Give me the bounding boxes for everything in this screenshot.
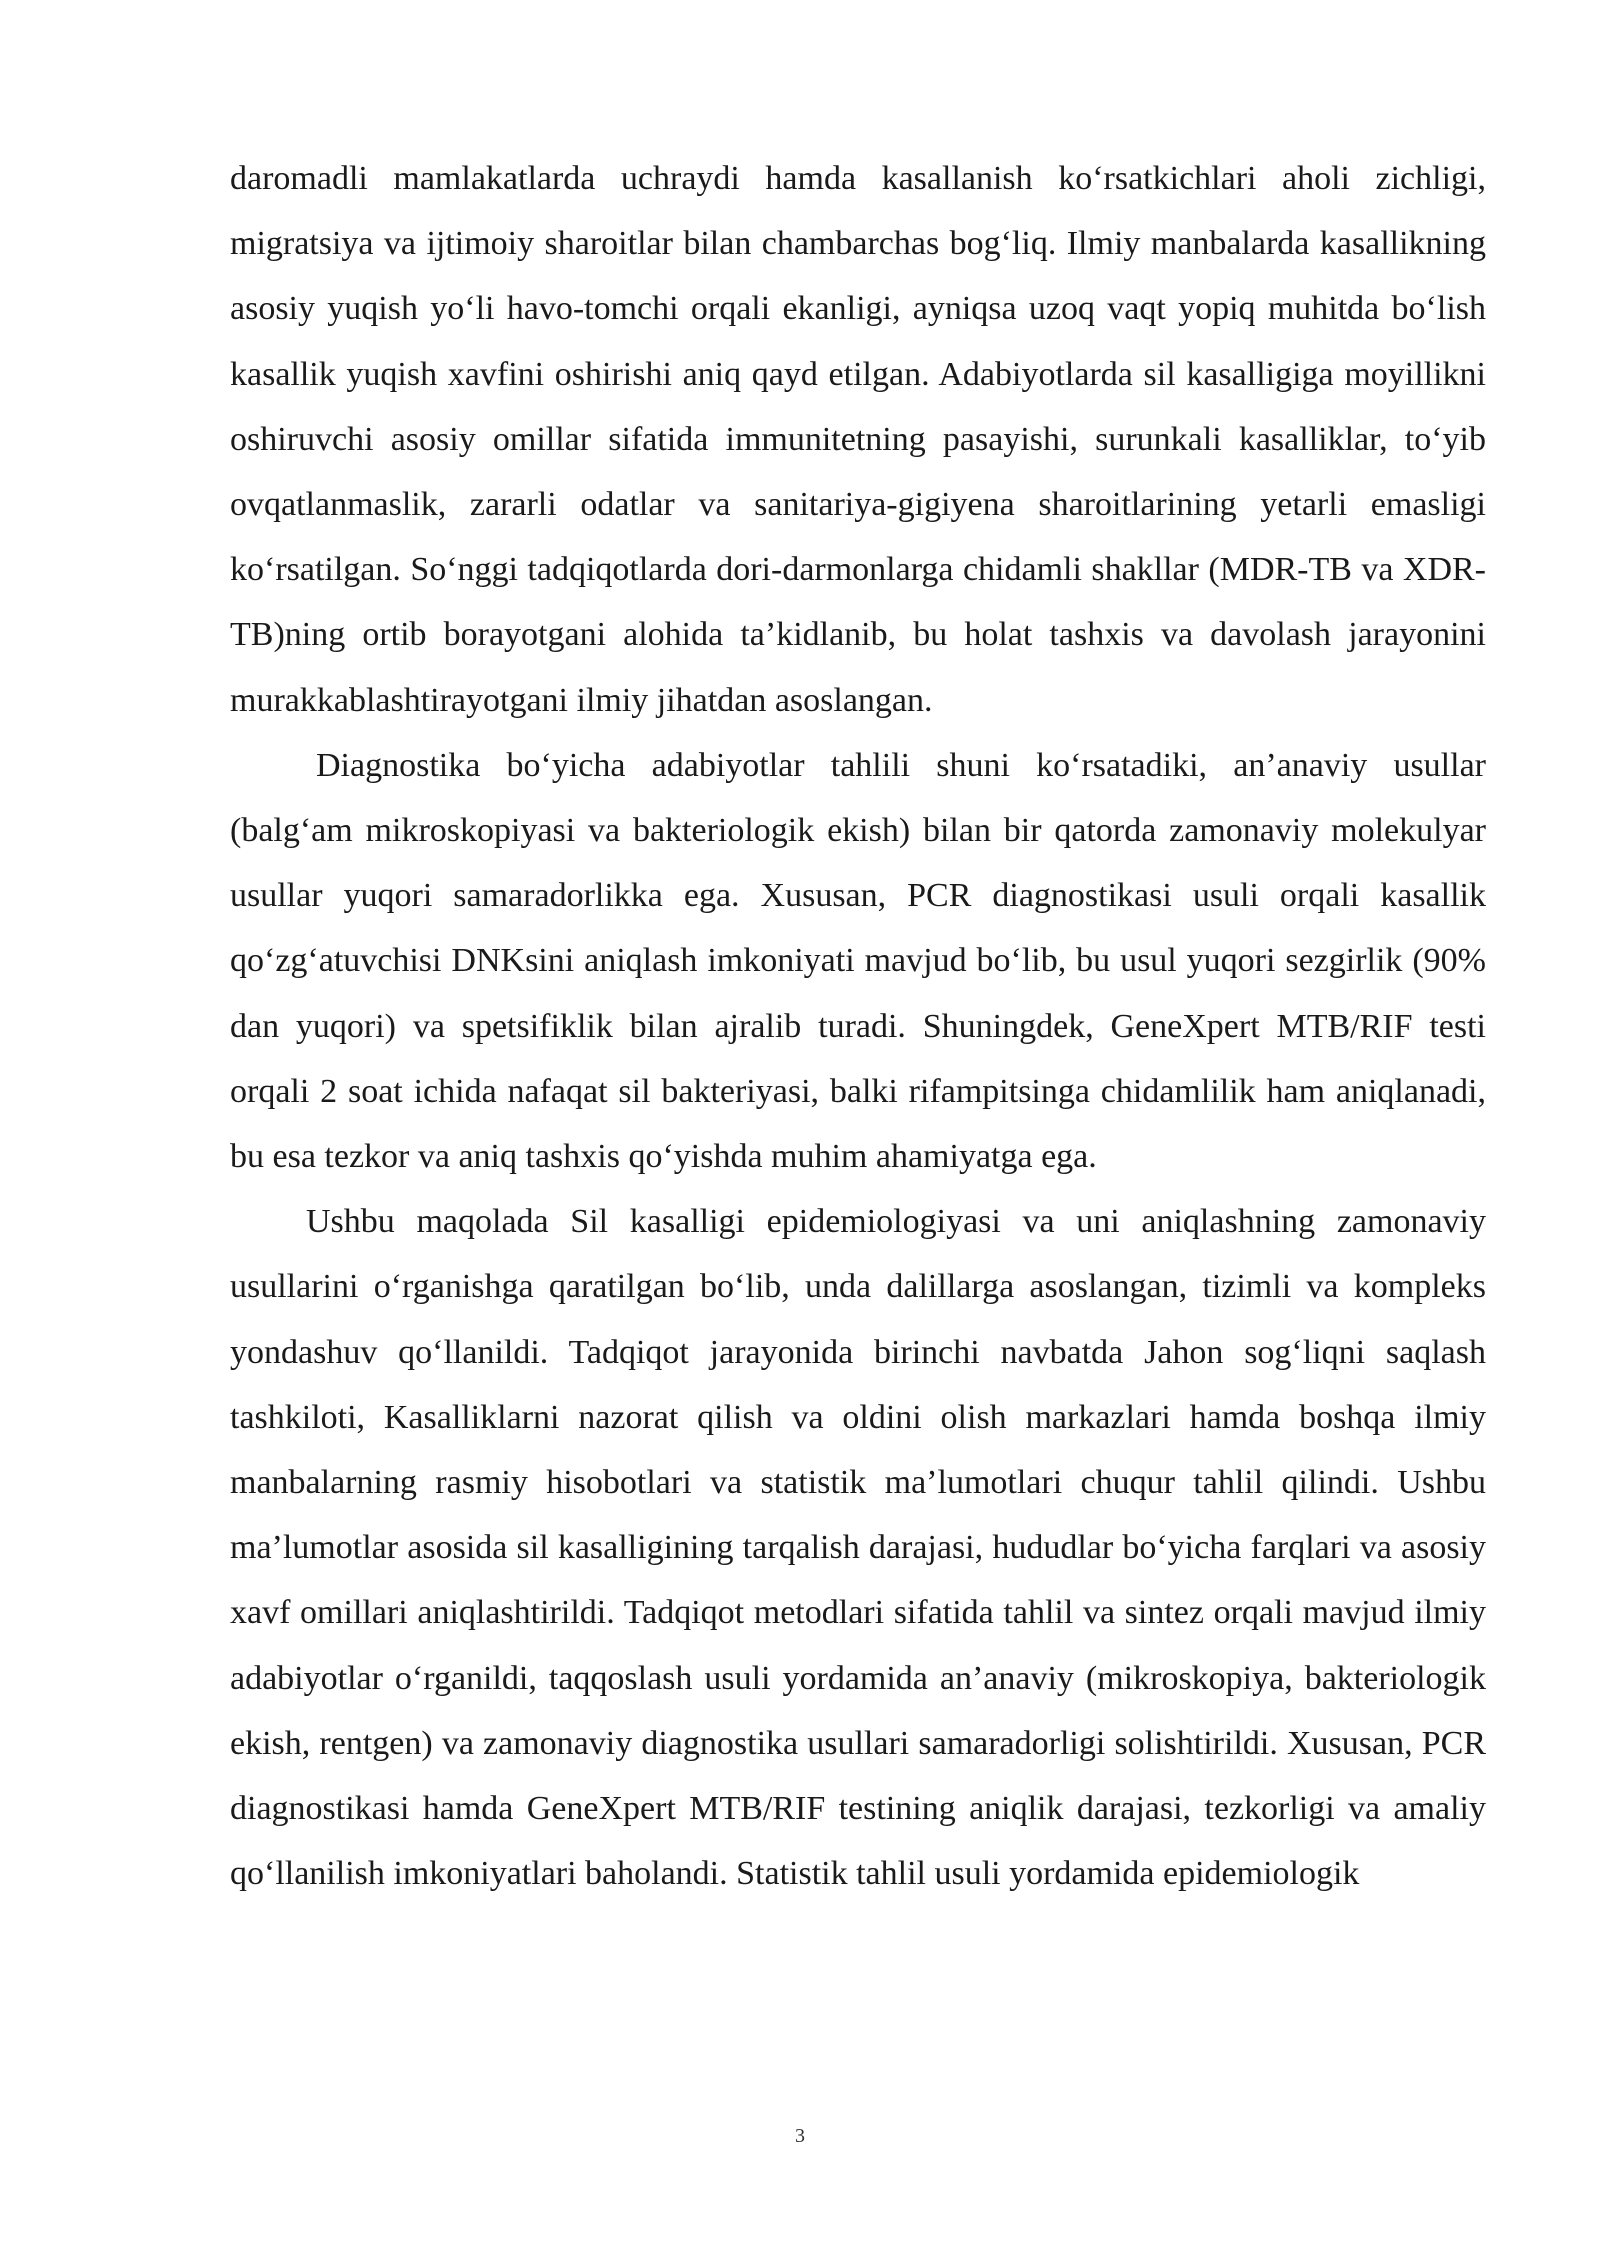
paragraph-epidemiology-literature: daromadli mamlakatlarda uchraydi hamda kasallanish ko‘rsatkichlari aholi zichligi, migratsiya va ijtimoiy sharoitlar bilan chambarchas bog‘liq. Ilmiy manbalarda kasallikning asosiy yuqish yo‘li havo-tomchi orqali ekanligi, ayniqsa uzoq vaqt yopiq muhitda bo‘lish kasallik yuqish xavfini oshirishi aniq qayd etilgan. Adabiyotlarda sil kasalligiga moyillikni oshiruvchi asosiy omillar sifatida immunitetning pasayishi, surunkali kasalliklar, to‘yib ovqatlanmaslik, zararli odatlar va sanitariya-gigiyena sharoitlarining yetarli emasligi ko‘rsatilgan. So‘nggi tadqiqotlarda dori-darmonlarga chidamli shakllar (MDR-TB va XDR-TB)ning ortib borayotgani alohida ta’kidlanib, bu holat tashxis va davolash jarayonini murakkablashtirayotgani ilmiy jihatdan asoslangan. bbox=[230, 160, 1486, 719]
paragraph-diagnostics-review: Diagnostika bo‘yicha adabiyotlar tahlili shuni ko‘rsatadiki, an’anaviy usullar (balg‘am mikroskopiyasi va bakteriologik ekish) bilan bir qatorda zamonaviy molekulyar usullar yuqori samaradorlikka ega. Xususan, PCR diagnostikasi usuli orqali kasallik qo‘zg‘atuvchisi DNKsini aniqlash imkoniyati mavjud bo‘lib, bu usul yuqori sezgirlik (90% dan yuqori) va spetsifiklik bilan ajralib turadi. Shuningdek, GeneXpert MTB/RIF testi orqali 2 soat ichida nafaqat sil bakteriyasi, balki rifampitsinga chidamlilik ham aniqlanadi, bu esa tezkor va aniq tashxis qo‘yishda muhim ahamiyatga ega. bbox=[230, 746, 1486, 1176]
paragraph-methods: Ushbu maqolada Sil kasalligi epidemiologiyasi va uni aniqlashning zamonaviy usullarini o‘rganishga qaratilgan bo‘lib, unda dalillarga asoslangan, tizimli va kompleks yondashuv qo‘llanildi. Tadqiqot jarayonida birinchi navbatda Jahon sog‘liqni saqlash tashkiloti, Kasalliklarni nazorat qilish va oldini olish markazlari hamda boshqa ilmiy manbalarning rasmiy hisobotlari va statistik ma’lumotlari chuqur tahlil qilindi. Ushbu ma’lumotlar asosida sil kasalligining tarqalish darajasi, hududlar bo‘yicha farqlari va asosiy xavf omillari aniqlashtirildi. Tadqiqot metodlari sifatida tahlil va sintez orqali mavjud ilmiy adabiyotlar o‘rganildi, taqqoslash usuli yordamida an’anaviy (mikroskopiya, bakteriologik ekish, rentgen) va zamonaviy diagnostika usullari samaradorligi solishtirildi. Xususan, PCR diagnostikasi hamda GeneXpert MTB/RIF testining aniqlik darajasi, tezkorligi va amaliy qo‘llanilish imkoniyatlari baholandi. Statistik tahlil usuli yordamida epidemiologik bbox=[230, 1203, 1486, 1893]
page-number: 3 bbox=[795, 2125, 805, 2147]
body-text bbox=[230, 146, 1486, 1906]
